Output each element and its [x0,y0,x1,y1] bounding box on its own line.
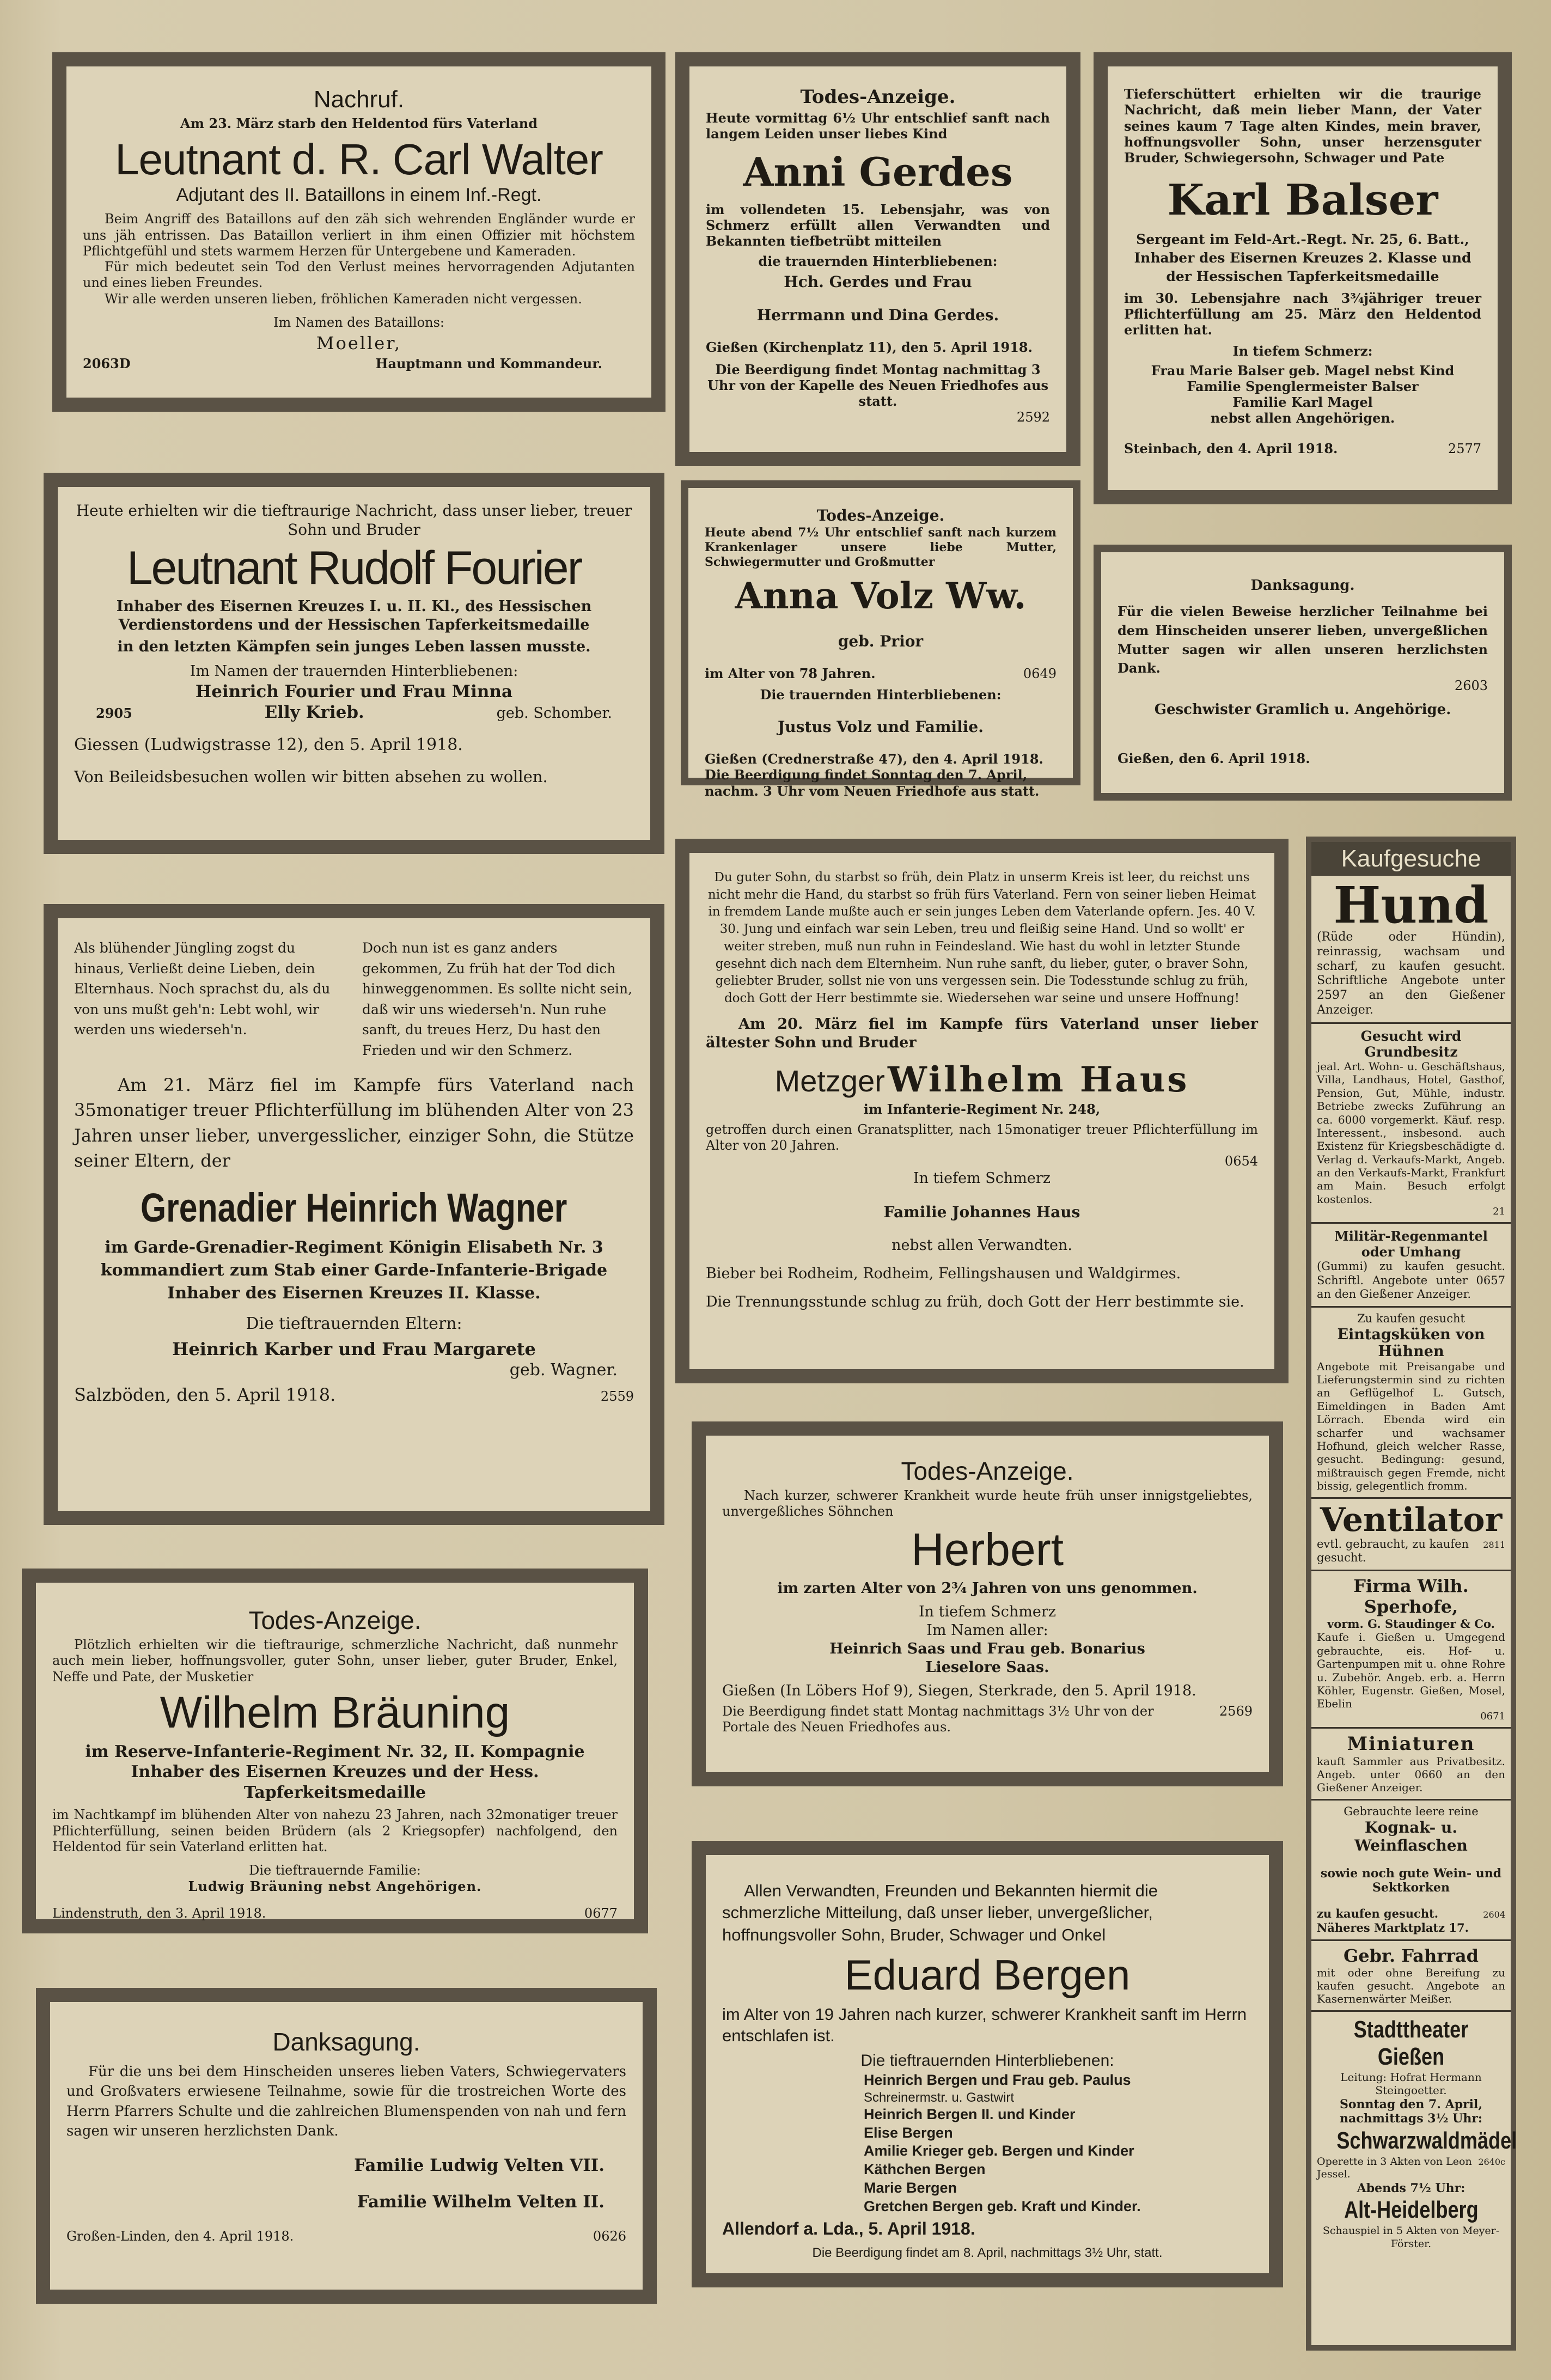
body: Beim Angriff des Bataillons auf den zäh sich wehrenden Engländer wurde er uns jäh entrissen. Das Bataillon verliert in ihm einen Offizier mit höchstem Pflichtgefühl und stets warmem Herzen für Untergebene und Kameraden. [83,211,635,259]
deceased-name: Anni Gerdes [743,148,1013,195]
theater-play: Alt-Heidelberg [1344,2196,1479,2224]
classified-fahrrad [1311,1941,1511,2012]
reference-number: 2604 [1483,1909,1505,1920]
theater-subtitle: Schauspiel in 5 Akten von Meyer-Förster. [1322,2225,1500,2250]
mourners: Heinrich Karber und Frau Margarete [172,1339,536,1360]
item-text: kauft Sammler aus Privatbesitz. Angeb. unter 0660 an den Gießener Anzeiger. [1317,1754,1505,1795]
mourners-intro: In tiefem Schmerz [919,1603,1056,1621]
mourners-note: geb. Schomber. [496,705,612,722]
heading: Danksagung. [272,2028,420,2056]
mourners-intro: die trauernden Hinterbliebenen: [758,253,998,270]
item-title: Hund [1333,876,1489,935]
thanks-gramlich [1094,545,1512,801]
reference-number: 2905 [96,705,132,721]
obituary-heinrich-wagner [44,904,664,1525]
place-date: Gießen (Crednerstraße 47), den 4. April 1918. [705,751,1043,767]
mourners: nebst allen Angehörigen. [1210,410,1395,426]
obituary-wilhelm-haus [675,839,1289,1383]
mourners-list [864,2071,1253,2216]
theater-date: Sonntag den 7. April, nachmittags 3½ Uhr: [1339,2097,1483,2126]
body: im Alter von 19 Jahren nach kurzer, schwerer Krankheit sanft im Herrn entschlafen ist. [722,2004,1247,2045]
intro: Nach kurzer, schwerer Krankheit wurde heute früh unser innigstgeliebtes, unvergeßliches Söhnchen [722,1488,1253,1519]
body: Für mich bedeutet sein Tod den Verlust meines hervorragenden Adjutanten und eines lieben Freundes. [83,259,635,291]
place-date: Lindenstruth, den 3. April 1918. [52,1905,266,1921]
mourner: Gretchen Bergen geb. Kraft und Kinder. [864,2198,1141,2214]
deceased-name: Leutnant d. R. Carl Walter [115,135,603,184]
place-date: Salzböden, den 5. April 1918. [74,1384,336,1405]
mourner: Amilie Krieger geb. Bergen und Kinder [864,2143,1134,2159]
obituary-carl-walter [52,52,665,412]
body: Für die uns bei dem Hinscheiden unseres lieben Vaters, Schwiegervaters und Großvaters erwiesene Teilnahme, sowie für die trostreichen Worte des Herrn Pfarrers Schulte und die zahlreichen Blumenspenden von nah und fern sagen wir unseren herzlichsten Dank. [66,2064,626,2140]
item-intro: Gebrauchte leere reine [1344,1804,1479,1818]
heading: Todes-Anzeige. [800,86,956,108]
theater-title: Stadttheater Gießen [1353,2016,1469,2070]
deceased-name: Wilhelm Bräuning [160,1687,510,1737]
classified-kueken [1311,1308,1511,1499]
obituary-wilhelm-braeuning [22,1569,648,1933]
body: Am 21. März fiel im Kampfe fürs Vaterland nach 35monatiger treuer Pflichterfüllung im blühenden Alter von 23 Jahren unser lieber, unvergesslicher, einziger Sohn, die Stütze seiner Eltern, der [74,1075,634,1171]
reference-number: 2811 [1483,1539,1505,1550]
item-subtitle: vorm. G. Staudinger & Co. [1327,1616,1495,1631]
item-text: evtl. gebraucht, zu kaufen gesucht. [1317,1537,1469,1565]
age: im Alter von 78 Jahren. [705,666,876,682]
reference-number: 21 [1493,1206,1505,1218]
mourners-intro: Die tieftrauernde Familie: [249,1863,421,1878]
reference-number: 0671 [1480,1710,1505,1722]
mourners-intro: Die trauernden Hinterbliebenen: [760,686,1002,703]
intro: Plötzlich erhielten wir die tieftraurige, schmerzliche Nachricht, daß nunmehr auch mein lieber, hoffnungsvoller, guter Sohn, unser lieber, guter Bruder, Enkel, Neffe und Pate, der Musketier [52,1637,618,1685]
reference-number: 2640c [1478,2157,1505,2168]
classified-miniaturen [1311,1729,1511,1801]
line: in den letzten Kämpfen sein junges Leben lassen musste. [117,638,591,655]
mourners: Familie Johannes Haus [883,1203,1080,1222]
item-text: (Rüde oder Hündin), reinrassig, wachsam und scharf, zu kaufen gesucht. Schriftliche Angebote unter 2597 an den Gießener Anzeiger. [1317,930,1505,1017]
classified-regenmantel [1311,1224,1511,1308]
obituary-rudolf-fourier [44,473,664,854]
poem-right: Doch nun ist es ganz anders gekommen, Zu früh hat der Tod dich hinweggenommen. Es sollte nicht sein, daß wir uns wiederseh'n. Nun ruhe sanft, du treues Herz, Du hast den Frieden und wir den Schmerz. [362,940,633,1058]
regiment: im Infanterie-Regiment Nr. 248, [863,1101,1101,1118]
mourners-intro: Die tieftrauernden Hinterbliebenen: [860,2052,1114,2070]
maiden-name: geb. Prior [838,632,924,651]
closing: Die Trennungsstunde schlug zu früh, doch Gott der Herr bestimmte sie. [706,1293,1244,1310]
mourner: Heinrich Bergen und Frau geb. Paulus [864,2071,1131,2088]
mourners-intro: In tiefem Schmerz [913,1170,1051,1187]
sign-intro: Im Namen des Bataillons: [273,314,444,330]
reference-number: 2559 [600,1388,634,1404]
mourners-intro: In tiefem Schmerz: [1232,343,1373,359]
regiment: im Reserve-Infanterie-Regiment Nr. 32, II. Kompagnie Inhaber des Eisernen Kreuzes und der Hess. Tapferkeitsmedaille [85,1742,585,1802]
item-title: Eintagsküken von Hühnen [1337,1326,1485,1360]
mourners: Heinrich Fourier und Frau Minna [195,682,513,701]
reference-number: 2063D [83,356,131,372]
classifieds-header: Kaufgesuche [1311,842,1511,876]
heading: Todes-Anzeige. [816,506,945,524]
body: getroffen durch einen Granatsplitter, nach 15monatiger treuer Pflichterfüllung im Alter von 20 Jahren. [706,1121,1258,1153]
reference-number: 2569 [1219,1704,1253,1719]
heading: Danksagung. [1250,577,1355,594]
item-title: Firma Wilh. Sperhofe, [1353,1575,1469,1617]
mourners: Frau Marie Balser geb. Magel nebst Kind [1151,362,1455,379]
item-intro: Zu kaufen gesucht [1357,1312,1465,1326]
intro: Tieferschüttert erhielten wir die traurige Nachricht, daß mein lieber Mann, der Vater seines kaum 7 Tage alten Kindes, mein braver, hoffnungsvoller Sohn, unser herzensguter Bruder, Schwiegersohn, Schwager und Pate [1124,86,1481,166]
theater-play: Schwarzwaldmädel [1336,2127,1517,2155]
obituary-herbert-saas [692,1421,1283,1786]
reference-number: 0626 [593,2228,626,2244]
heading: Todes-Anzeige. [901,1457,1074,1485]
intro: Allen Verwandten, Freunden und Bekannten hiermit die schmerzliche Mitteilung, daß unser lieber, unvergeßlicher, hoffnungsvoller Sohn, Bruder, Schwager und Onkel [722,1881,1158,1944]
reference-number: 0654 [1224,1154,1258,1169]
theater-notice [1311,2012,1517,2255]
place-date: Gießen (Kirchenplatz 11), den 5. April 1918. [706,339,1033,355]
place: Bieber bei Rodheim, Rodheim, Fellingshausen und Waldgirmes. [706,1265,1181,1282]
place-date: Gießen, den 6. April 1918. [1118,750,1310,767]
deceased-name: Eduard Bergen [844,1950,1131,1999]
theater-lead: Leitung: Hofrat Hermann Steingoetter. [1340,2070,1482,2097]
mourners: Hch. Gerdes und Frau [784,272,972,291]
deceased-name: Metzger Wilhelm Haus [774,1059,1189,1101]
intro: Am 23. März starb den Heldentod fürs Vaterland [180,115,538,131]
signature: Familie Ludwig Velten VII. [354,2155,604,2175]
reference-number: 2592 [1016,409,1050,425]
place-date: Allendorf a. Lda., 5. April 1918. [722,2219,975,2239]
reference-number: 0677 [584,1905,618,1921]
place-date: Giessen (Ludwigstrasse 12), den 5. April 1918. [74,735,463,754]
body: im Nachtkampf im blühenden Alter von nahezu 23 Jahren, nach 32monatiger treuer Pflichterfüllung, seinen beiden Brüdern (als 2 Kriegsopfer) nachfolgend, den Heldentod für sein Vaterland erlitten hat. [52,1807,618,1854]
mourners: Heinrich Saas und Frau geb. Bonarius [829,1640,1145,1657]
classified-pumpen [1311,1571,1511,1729]
item-text: mit oder ohne Bereifung zu kaufen gesucht. Angebote an Kasernenwärter Meißer. [1317,1966,1505,2006]
item-text: jeal. Art. Wohn- u. Geschäftshaus, Villa, Landhaus, Hotel, Gasthof, Pension, Gut, Mühle, industr. Betriebe zwecks Zuführung an ca. 6000 vorgemerkt. Käuf. resp. Interessent., insbesond. auch Existenz für Kriegsbeschädigte d. Verlag d. Verkaufs-Markt, Angeb. an den Verkaufs-Markt, Frankfurt am Main. Besuch erfolgt kostenlos. [1317,1059,1505,1206]
deceased-name: Grenadier Heinrich Wagner [141,1185,567,1230]
mourner-note: Schreinermstr. u. Gastwirt [864,2090,1015,2105]
item-tail: zu kaufen gesucht. Näheres Marktplatz 17. [1317,1907,1469,1935]
funeral: Die Beerdigung findet Montag nachmittag 3 Uhr von der Kapelle des Neuen Friedhofes aus statt. [707,361,1048,410]
place-date: Gießen (In Löbers Hof 9), Siegen, Sterkrade, den 5. April 1918. [722,1682,1196,1700]
intro: Heute erhielten wir die tieftraurige Nachricht, dass unser lieber, treuer Sohn und Bruder [76,502,632,539]
note: Von Beileidsbesuchen wollen wir bitten absehen zu wollen. [74,767,548,786]
place-date: Großen-Linden, den 4. April 1918. [66,2228,294,2244]
item-title: Militär-Regenmantel oder Umhang [1334,1228,1488,1260]
classified-hund [1311,876,1511,1024]
mourner: Elise Bergen [864,2124,953,2141]
mourner: Marie Bergen [864,2179,957,2196]
poem: Du guter Sohn, du starbst so früh, dein Platz in unserm Kreis ist leer, du reichst uns nicht mehr die Hand, du starbst so früh fürs Vaterland. Fern von seiner lieben Heimat in fremdem Lande mußte auch er sein junges Leben dem Vaterlande opfern. Jes. 40 V. 30. Jung und einfach war sein Leben, treu und fleißig seine Hand. Und so wollt' er weiter streben, muß nun ruhn in Feindesland. Wie hast du wohl in letzter Stunde gesehnt dich nach dem Elternheim. Nun ruhe sanft, du lieber, guter, o braver Sohn, geliebter Bruder, sollst nie von uns vergessen sein. Die Todesstunde schlug zu früh, doch Gott der Herr bestimmte sie. Wiedersehen war seine und unsere Hoffnung! [707,870,1256,1006]
classified-grundbesitz [1311,1024,1511,1224]
intro: Heute vormittag 6½ Uhr entschlief sanft nach langem Leiden unser liebes Kind [706,110,1050,142]
mourner: Käthchen Bergen [864,2161,986,2178]
obituary-anni-gerdes [675,52,1080,466]
regiment: im Garde-Grenadier-Regiment Königin Elisabeth Nr. 3 kommandiert zum Stab einer Garde-Infanterie-Brigade Inhaber des Eisernen Kreuzes II. Klasse. [100,1237,608,1303]
reference-number: 2577 [1448,441,1481,456]
item-title: Gesucht wird Grundbesitz [1360,1028,1462,1060]
body: Für die vielen Beweise herzlicher Teilnahme bei dem Hinscheiden unserer lieben, unvergeßlichen Mutter sagen wir allen unseren herzlichsten Dank. [1118,603,1488,676]
regiment: Sergeant im Feld-Art.-Regt. Nr. 25, 6. Batt., Inhaber des Eisernen Kreuzes 2. Klasse und der Hessischen Tapferkeitsmedaille [1134,231,1471,284]
mourners: Familie Karl Magel [1232,394,1373,411]
item-title: Kognak- u. Weinflaschen [1354,1818,1468,1855]
mourners: Lieselore Saas. [925,1658,1049,1676]
reference-number: 0649 [1023,666,1057,682]
deceased-name: Anna Volz Ww. [735,575,1027,618]
body: im 30. Lebensjahre nach 3¾jähriger treuer Pflichterfüllung am 25. März den Heldentod erlitten hat. [1124,290,1481,338]
mourners-intro: Im Namen aller: [926,1622,1048,1639]
body: Am 20. März fiel im Kampfe fürs Vaterland unser lieber ältester Sohn und Bruder [706,1015,1258,1051]
decorations: Inhaber des Eisernen Kreuzes I. u. II. Kl., des Hessischen Verdienstordens und der Hessischen Tapferkeitsmedaille [116,598,592,633]
obituary-eduard-bergen [692,1841,1283,2287]
obituary-karl-balser [1094,52,1512,504]
deceased-name: Herbert [911,1523,1064,1575]
deceased-name: Karl Balser [1167,175,1438,225]
signature: Geschwister Gramlich u. Angehörige. [1154,701,1451,718]
mourners-note: nebst allen Verwandten. [891,1237,1072,1254]
mourners: Familie Spenglermeister Balser [1187,378,1419,394]
classifieds-column [1306,837,1516,2351]
item-text: sowie noch gute Wein- und Sektkorken [1320,1866,1502,1895]
body: Wir alle werden unseren lieben, fröhlichen Kameraden nicht vergessen. [105,291,582,307]
signature: Familie Wilhelm Velten II. [357,2192,604,2212]
mourners-note: geb. Wagner. [509,1360,618,1380]
mourners-intro: Die tieftrauernden Eltern: [246,1314,462,1333]
intro: Heute abend 7½ Uhr entschlief sanft nach kurzem Krankenlager unsere liebe Mutter, Schwiegermutter und Großmutter [705,526,1057,569]
item-title: Miniaturen [1347,1732,1475,1755]
age: im zarten Alter von 2¾ Jahren von uns genommen. [777,1579,1198,1597]
theater-date: Abends 7½ Uhr: [1357,2181,1465,2195]
heading: Todes-Anzeige. [248,1606,422,1634]
mourners-intro: Im Namen der trauernden Hinterbliebenen: [190,663,518,680]
heading: Nachruf. [313,86,405,113]
classified-ventilator [1311,1499,1511,1571]
deceased-name: Leutnant Rudolf Fourier [126,542,582,594]
signer-title: Hauptmann und Kommandeur. [375,356,602,372]
item-title: Gebr. Fahrrad [1343,1945,1479,1966]
funeral: Die Beerdigung findet statt Montag nachmittags 3½ Uhr von der Portale des Neuen Friedhofes aus. [722,1704,1154,1735]
body: im vollendeten 15. Lebensjahr, was von Schmerz erfüllt allen Verwandten und Bekannten tiefbetrübt mitteilen [706,201,1050,249]
mourner: Heinrich Bergen II. und Kinder [864,2106,1076,2122]
item-text: Angebote mit Preisangabe und Lieferungstermin sind zu richten an Geflügelhof L. Gutsch, Eimeldingen in Baden Amt Lörrach. Ebenda wird ein scharfer und wachsamer Hofhund, gleich welcher Rasse, gesucht. Bedingung: gesund, mißtrauisch gegen Fremde, nicht bissig, gelegentlich fromm. [1317,1359,1505,1493]
signer: Moeller, [316,333,402,354]
mourners: Herrmann und Dina Gerdes. [756,306,999,324]
classified-flaschen [1311,1801,1511,1941]
funeral: Die Beerdigung findet am 8. April, nachmittags 3½ Uhr, statt. [812,2245,1163,2261]
mourners: Justus Volz und Familie. [778,718,984,736]
mourners: Ludwig Bräuning nebst Angehörigen. [188,1878,482,1895]
mourners: Elly Krieb. [264,703,364,722]
rank: Adjutant des II. Bataillons in einem Inf.-Regt. [176,185,542,206]
reference-number: 2603 [1454,678,1488,694]
obituary-anna-volz [681,480,1080,799]
thanks-velten [36,1988,657,2304]
poem-left: Als blühender Jüngling zogst du hinaus, Verließt deine Lieben, dein Elternhaus. Noch sprachst du, als du von uns mußt geh'n: Lebt wohl, wir werden uns wiederseh'n. [74,940,331,1038]
theater-subtitle: Operette in 3 Akten von Leon Jessel. [1317,2156,1472,2181]
item-title: Ventilator [1320,1500,1503,1539]
place-date: Steinbach, den 4. April 1918. [1124,440,1338,456]
item-text: (Gummi) zu kaufen gesucht. Schriftl. Angebote unter 0657 an den Gießener Anzeiger. [1317,1260,1505,1301]
funeral: Die Beerdigung findet Sonntag den 7. April, nachm. 3 Uhr vom Neuen Friedhofe aus statt. [705,767,1040,799]
item-text: Kaufe i. Gießen u. Umgegend gebrauchte, eis. Hof- u. Gartenpumpen mit u. ohne Rohre u. Zubehör. Angeb. erb. a. Herrn Köhler, Eugenstr. Gießen, Mosel, Ebelin [1317,1631,1505,1711]
